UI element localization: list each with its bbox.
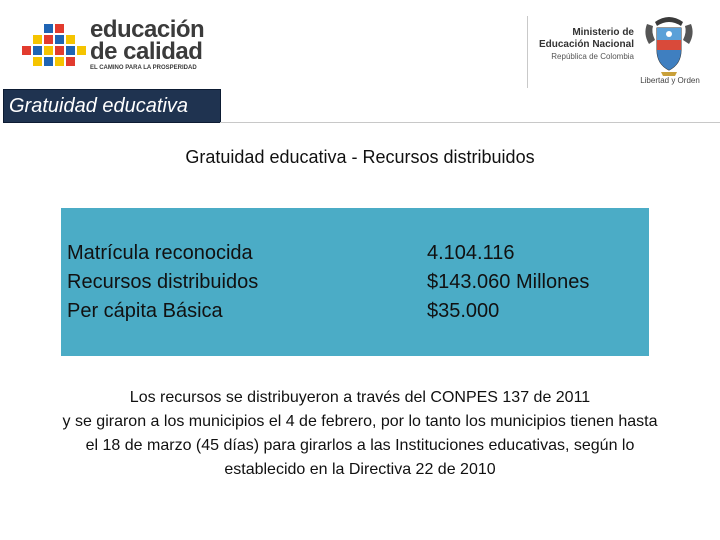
colored-cubes-icon (22, 24, 86, 70)
educacion-de-calidad-logo (22, 18, 207, 76)
summary-row (61, 300, 649, 329)
note-line: el 18 de marzo (45 días) para girarlos a las Instituciones educativas, según lo (85, 437, 635, 454)
note-line: establecido en la Directiva 22 de 2010 (224, 461, 496, 478)
coat-of-arms-icon (641, 14, 697, 76)
brand-line2: de calidad (90, 38, 203, 65)
page-title: Gratuidad educativa - Recursos distribuidos (185, 147, 535, 167)
brand-tagline: EL CAMINO PARA LA PROSPERIDAD (90, 65, 197, 71)
section-underline (220, 122, 720, 123)
ministry-line3: República de Colombia (551, 52, 634, 61)
summary-value: $35.000 (427, 300, 500, 322)
section-tag: Gratuidad educativa (3, 89, 221, 123)
summary-row (61, 271, 649, 300)
distribution-note (10, 386, 710, 482)
summary-label: Per cápita Básica (67, 300, 223, 322)
resources-summary-box (61, 208, 649, 356)
motto: Libertad y Orden (640, 76, 700, 85)
brand-line1: educación (90, 16, 205, 43)
summary-label: Recursos distribuidos (67, 271, 259, 293)
header (0, 0, 720, 92)
note-line: Los recursos se distribuyeron a través del CONPES 137 de 2011 (129, 389, 591, 406)
ministry-line2: Educación Nacional (538, 39, 634, 50)
ministry-line1: Ministerio de (572, 27, 634, 38)
note-line: y se giraron a los municipios el 4 de febrero, por lo tanto los municipios tienen hasta (62, 413, 658, 430)
summary-row (61, 242, 649, 271)
summary-label: Matrícula reconocida (67, 242, 253, 264)
summary-value: 4.104.116 (427, 242, 515, 264)
summary-value: $143.060 Millones (427, 271, 590, 293)
ministry-name (520, 27, 634, 62)
